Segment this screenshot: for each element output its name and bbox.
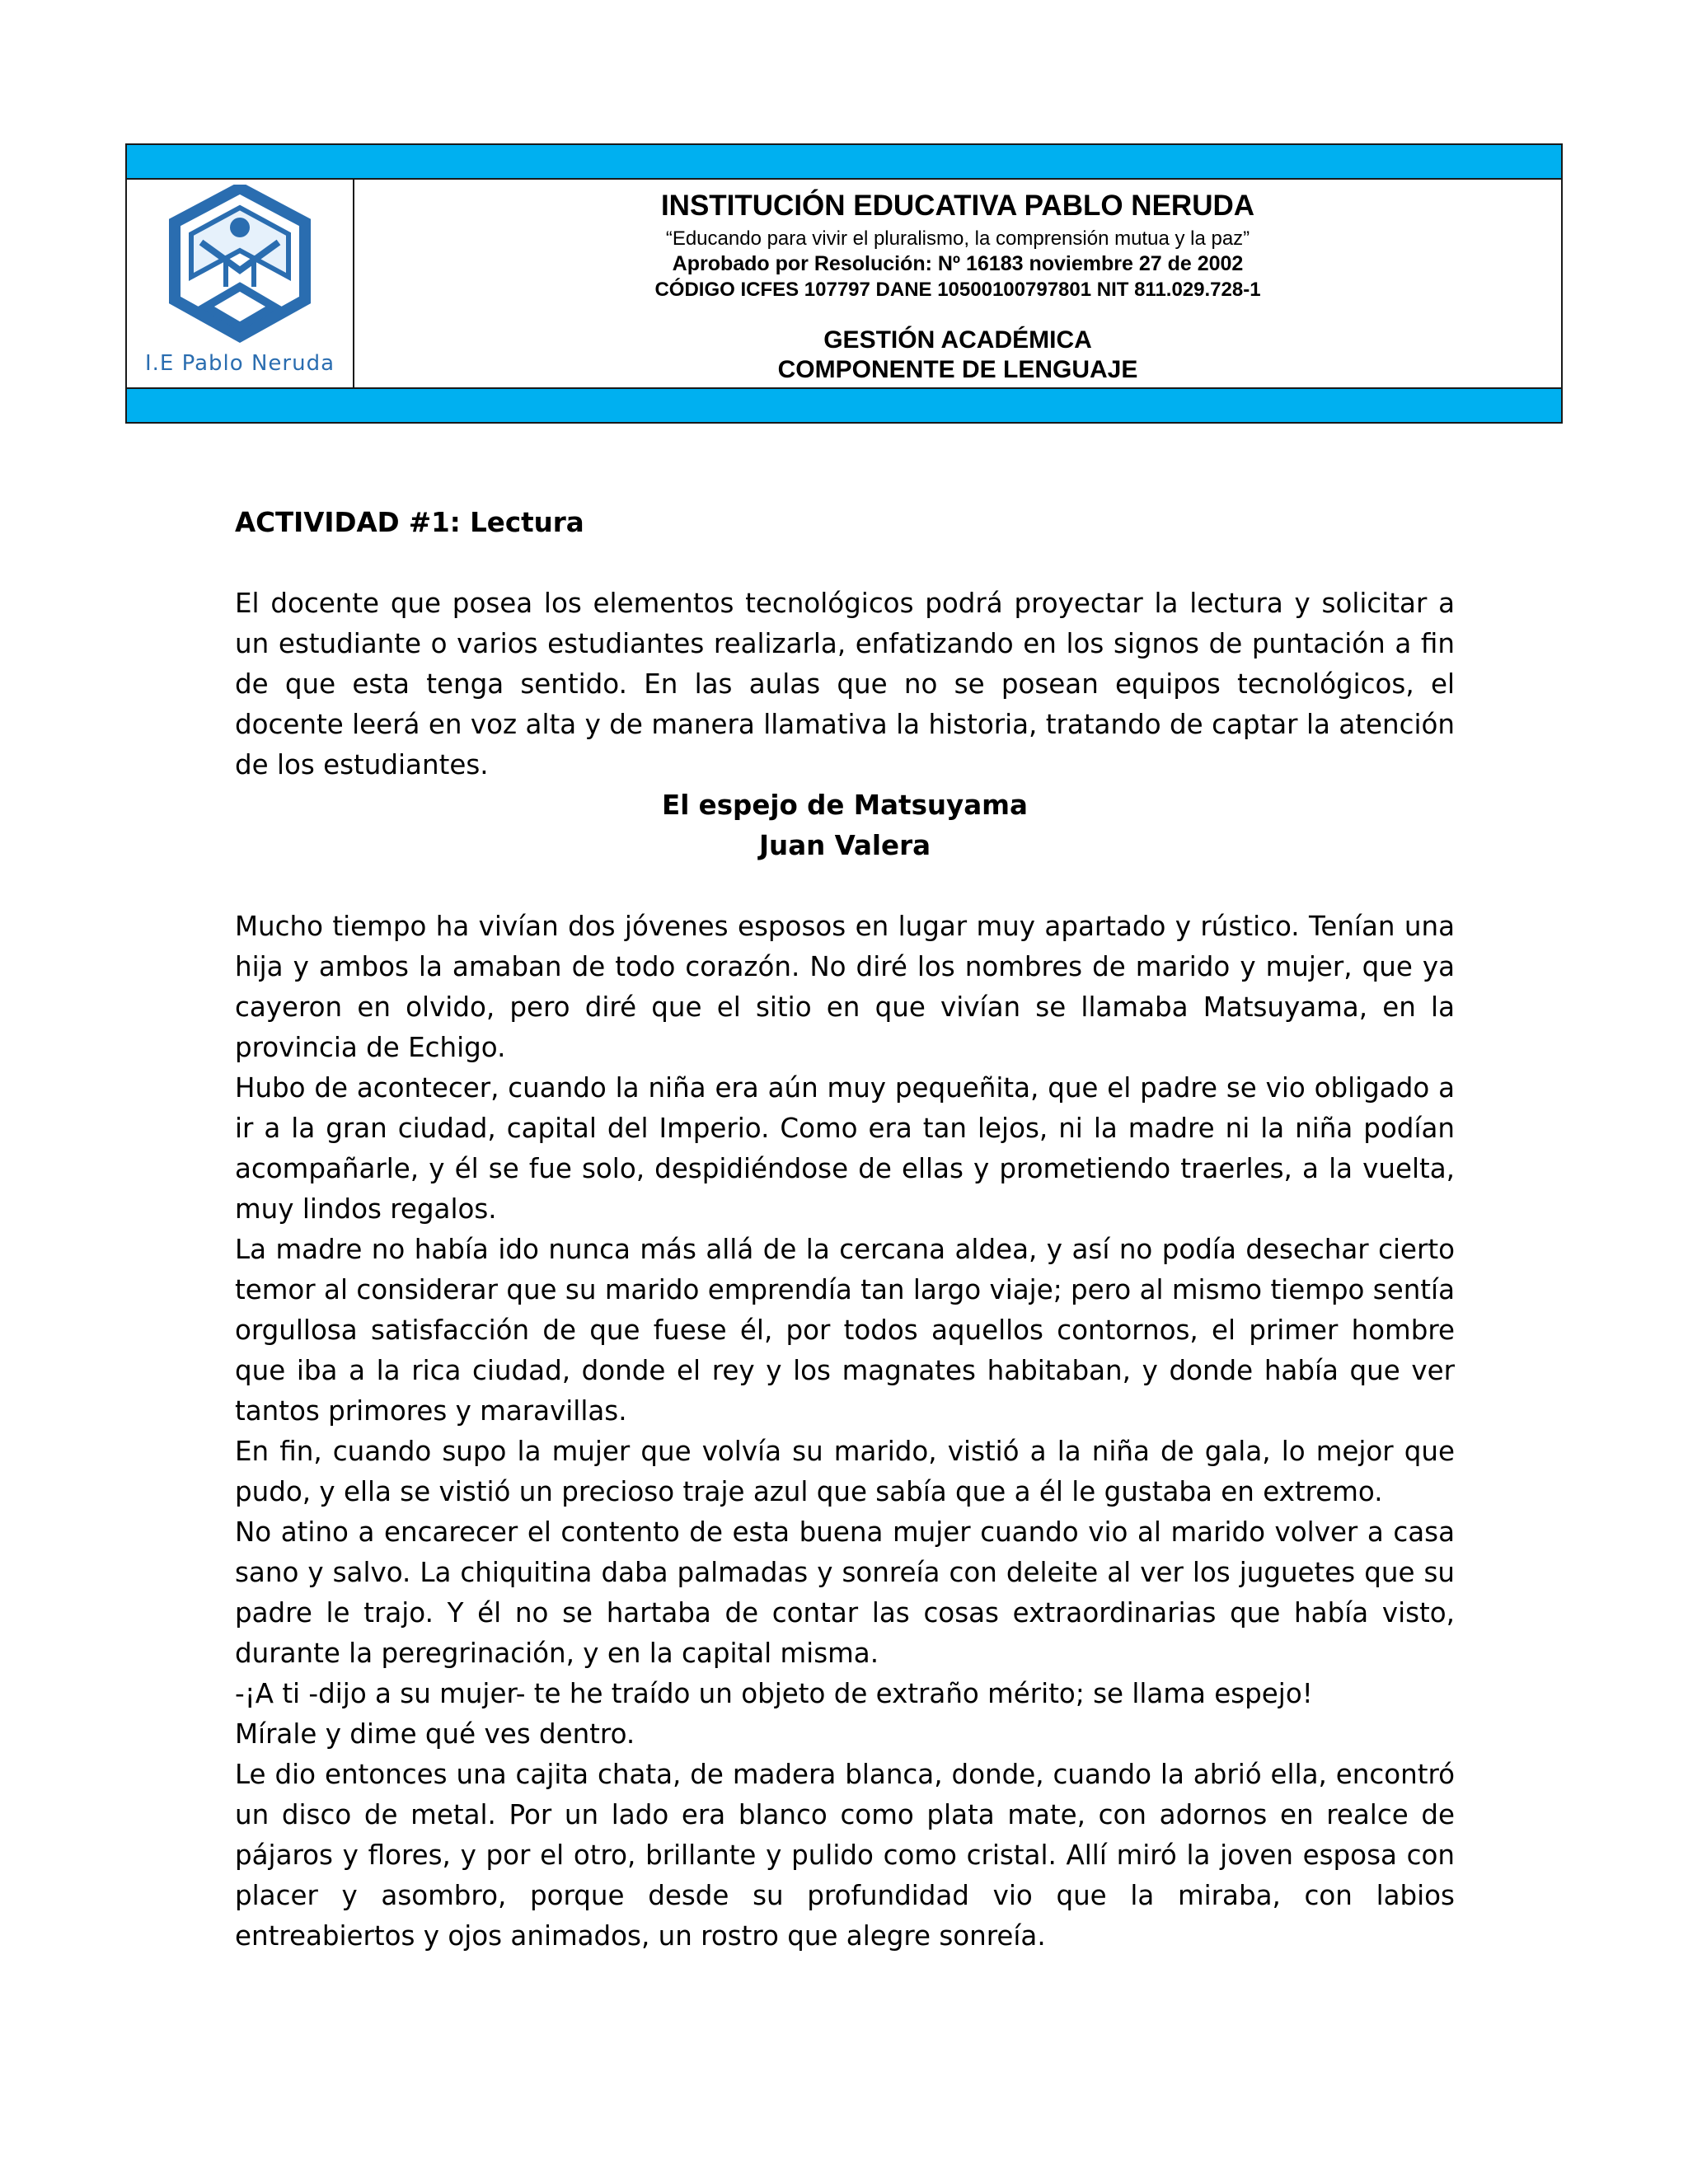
activity-title: ACTIVIDAD #1: Lectura: [235, 507, 584, 538]
story-paragraph: Mírale y dime qué ves dentro.: [235, 1718, 635, 1750]
story-author: Juan Valera: [758, 830, 931, 861]
document-body: [235, 503, 1455, 1957]
document-header: [125, 143, 1563, 424]
logo-cell: [127, 180, 354, 387]
story-paragraph: -¡A ti -dijo a su mujer- te he traído un objeto de extraño mérito; se llama espejo!: [235, 1678, 1313, 1709]
story-paragraph: La madre no había ido nunca más allá de la cercana aldea, y así no podía desechar cierto temor al considerar que su marido emprendía tan largo viaje; pero al mismo tiempo sentía orgullosa satisfacción de que fuese él, por todos aquellos contornos, el primer hombre que iba a la rica ciudad, donde el rey y los magnates habitaban, y donde había que ver tantos primores y maravillas.: [235, 1234, 1455, 1427]
header-top-band: [127, 145, 1561, 180]
school-logo-icon: [168, 185, 312, 349]
story-paragraph: En fin, cuando supo la mujer que volvía su marido, vistió a la niña de gala, lo mejor que pudo, y ella se vistió un precioso traje azul que sabía que a él le gustaba en extremo.: [235, 1436, 1455, 1507]
subject-component: COMPONENTE DE LENGUAJE: [777, 356, 1138, 383]
logo-caption: I.E Pablo Neruda: [144, 351, 335, 376]
codes-line: CÓDIGO ICFES 107797 DANE 10500100797801 NIT 811.029.728-1: [654, 279, 1261, 301]
header-bottom-band: [127, 387, 1561, 422]
activity-instructions: El docente que posea los elementos tecnológicos podrá proyectar la lectura y solicitar a un estudiante o varios estudiantes realizarla, enfatizando en los signos de puntación a fin de que esta tenga sentido. En las aulas que no se posean equipos tecnológicos, el docente leerá en voz alta y de manera llamativa la historia, tratando de captar la atención de los estudiantes.: [235, 588, 1455, 780]
institution-motto: “Educando para vivir el pluralismo, la comprensión mutua y la paz”: [665, 227, 1250, 250]
institution-name: INSTITUCIÓN EDUCATIVA PABLO NERUDA: [660, 190, 1255, 222]
management-area: GESTIÓN ACADÉMICA: [823, 326, 1092, 354]
story-paragraph: Hubo de acontecer, cuando la niña era aún muy pequeñita, que el padre se vio obligado a ir a la gran ciudad, capital del Imperio. Como era tan lejos, ni la madre ni la niña podían acompañarle, y él se fue solo, despidiéndose de ellas y prometiendo traerles, a la vuelta, muy lindos regalos.: [235, 1072, 1455, 1225]
resolution-line: Aprobado por Resolución: Nº 16183 noviembre 27 de 2002: [672, 252, 1244, 275]
story-paragraph: Le dio entonces una cajita chata, de madera blanca, donde, cuando la abrió ella, encontró un disco de metal. Por un lado era blanco como plata mate, con adornos en realce de pájaros y flores, y por el otro, brillante y pulido como cristal. Allí miró la joven esposa con placer y asombro, porque desde su profundidad vio que la miraba, con labios entreabiertos y ojos animados, un rostro que alegre sonreía.: [235, 1759, 1455, 1952]
story-paragraph: No atino a encarecer el contento de esta buena mujer cuando vio al marido volver a casa sano y salvo. La chiquitina daba palmadas y sonreía con deleite al ver los juguetes que su padre le trajo. Y él no se hartaba de contar las cosas extraordinarias que había visto, durante la peregrinación, y en la capital misma.: [235, 1516, 1455, 1669]
story-paragraph: Mucho tiempo ha vivían dos jóvenes esposos en lugar muy apartado y rústico. Tenían una hija y ambos la amaban de todo corazón. No diré los nombres de marido y mujer, que ya cayeron en olvido, pero diré que el sitio en que vivían se llamaba Matsuyama, en la provincia de Echigo.: [235, 911, 1455, 1063]
story-title: El espejo de Matsuyama: [662, 790, 1028, 821]
header-title-cell: [354, 180, 1561, 387]
